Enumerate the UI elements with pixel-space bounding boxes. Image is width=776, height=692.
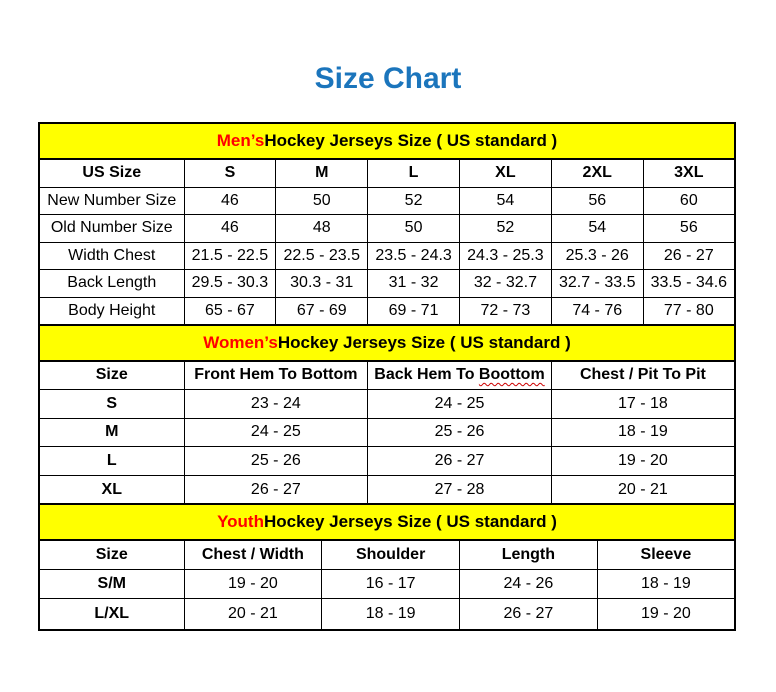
value-cell: 30.3 - 31 bbox=[276, 270, 368, 298]
mens-section-header-accent: Men’s bbox=[216, 131, 265, 150]
value-cell: 26 - 27 bbox=[460, 598, 598, 630]
value-cell: 56 bbox=[643, 215, 735, 243]
value-cell: 52 bbox=[368, 187, 460, 215]
value-cell: 50 bbox=[276, 187, 368, 215]
column-header: US Size bbox=[39, 159, 184, 187]
table-row bbox=[39, 418, 735, 447]
column-header: Size bbox=[39, 540, 184, 569]
value-cell: 74 - 76 bbox=[551, 297, 643, 325]
column-header: M bbox=[276, 159, 368, 187]
value-cell: 33.5 - 34.6 bbox=[643, 270, 735, 298]
value-cell: 24 - 25 bbox=[368, 389, 552, 418]
youth-section bbox=[38, 503, 736, 631]
value-cell: 26 - 27 bbox=[368, 447, 552, 476]
value-cell: 26 - 27 bbox=[184, 476, 368, 505]
womens-section-header bbox=[38, 324, 736, 362]
value-cell: 22.5 - 23.5 bbox=[276, 242, 368, 270]
value-cell: 25.3 - 26 bbox=[551, 242, 643, 270]
value-cell: 20 - 21 bbox=[184, 598, 322, 630]
size-label: M bbox=[39, 418, 184, 447]
youth-section-header bbox=[38, 503, 736, 541]
value-cell: 25 - 26 bbox=[184, 447, 368, 476]
size-label: S bbox=[39, 389, 184, 418]
column-header: L bbox=[368, 159, 460, 187]
value-cell: 60 bbox=[643, 187, 735, 215]
size-label: XL bbox=[39, 476, 184, 505]
value-cell: 27 - 28 bbox=[368, 476, 552, 505]
row-label: Back Length bbox=[39, 270, 184, 298]
value-cell: 26 - 27 bbox=[643, 242, 735, 270]
size-chart-tables bbox=[38, 122, 736, 631]
column-header: 2XL bbox=[551, 159, 643, 187]
value-cell: 69 - 71 bbox=[368, 297, 460, 325]
row-label: Old Number Size bbox=[39, 215, 184, 243]
youth-section-header-accent: Youth bbox=[217, 512, 264, 532]
row-label: Body Height bbox=[39, 297, 184, 325]
value-cell: 23 - 24 bbox=[184, 389, 368, 418]
size-label: S/M bbox=[39, 569, 184, 598]
womens-size-table bbox=[38, 360, 736, 506]
value-cell: 24 - 25 bbox=[184, 418, 368, 447]
size-label: L/XL bbox=[39, 598, 184, 630]
column-header: Length bbox=[460, 540, 598, 569]
value-cell: 29.5 - 30.3 bbox=[184, 270, 276, 298]
table-header-row bbox=[39, 159, 735, 187]
page-title: Size Chart bbox=[314, 62, 462, 95]
value-cell: 52 bbox=[459, 215, 551, 243]
womens-section bbox=[38, 324, 736, 506]
value-cell: 21.5 - 22.5 bbox=[184, 242, 276, 270]
value-cell: 54 bbox=[459, 187, 551, 215]
value-cell: 48 bbox=[276, 215, 368, 243]
row-label: New Number Size bbox=[39, 187, 184, 215]
value-cell: 19 - 20 bbox=[597, 598, 735, 630]
column-header: S bbox=[184, 159, 276, 187]
column-header: Sleeve bbox=[597, 540, 735, 569]
value-cell: 18 - 19 bbox=[597, 569, 735, 598]
value-cell: 24 - 26 bbox=[460, 569, 598, 598]
value-cell: 24.3 - 25.3 bbox=[459, 242, 551, 270]
womens-section-header-accent: Women’s bbox=[203, 332, 278, 352]
misspelled-word: Boottom bbox=[478, 366, 545, 384]
column-header: Front Hem To Bottom bbox=[184, 361, 368, 390]
mens-size-table bbox=[38, 158, 736, 326]
value-cell: 65 - 67 bbox=[184, 297, 276, 325]
womens-section-header-text: Hockey Jerseys Size ( US standard ) bbox=[277, 332, 571, 352]
value-cell: 20 - 21 bbox=[551, 476, 735, 505]
table-row bbox=[39, 389, 735, 418]
column-header: Shoulder bbox=[322, 540, 460, 569]
column-header bbox=[368, 361, 552, 390]
table-row bbox=[39, 569, 735, 598]
row-label: Width Chest bbox=[39, 242, 184, 270]
table-row bbox=[39, 476, 735, 505]
mens-section bbox=[38, 122, 736, 326]
table-header-row bbox=[39, 540, 735, 569]
table-row bbox=[39, 242, 735, 270]
table-row bbox=[39, 297, 735, 325]
column-header: XL bbox=[459, 159, 551, 187]
youth-size-table bbox=[38, 539, 736, 631]
column-header: Size bbox=[39, 361, 184, 390]
table-row bbox=[39, 447, 735, 476]
youth-section-header-text: Hockey Jerseys Size ( US standard ) bbox=[263, 512, 557, 532]
column-header-text: Back Hem To bbox=[374, 366, 479, 384]
table-row bbox=[39, 598, 735, 630]
column-header: 3XL bbox=[643, 159, 735, 187]
column-header: Chest / Width bbox=[184, 540, 322, 569]
value-cell: 32.7 - 33.5 bbox=[551, 270, 643, 298]
table-row bbox=[39, 270, 735, 298]
value-cell: 46 bbox=[184, 187, 276, 215]
table-row bbox=[39, 215, 735, 243]
mens-section-header-text: Hockey Jerseys Size ( US standard ) bbox=[264, 131, 558, 150]
table-row bbox=[39, 187, 735, 215]
column-header: Chest / Pit To Pit bbox=[551, 361, 735, 390]
mens-section-header bbox=[38, 122, 736, 160]
value-cell: 23.5 - 24.3 bbox=[368, 242, 460, 270]
value-cell: 25 - 26 bbox=[368, 418, 552, 447]
value-cell: 19 - 20 bbox=[184, 569, 322, 598]
size-label: L bbox=[39, 447, 184, 476]
value-cell: 77 - 80 bbox=[643, 297, 735, 325]
value-cell: 50 bbox=[368, 215, 460, 243]
value-cell: 17 - 18 bbox=[551, 389, 735, 418]
table-header-row bbox=[39, 361, 735, 390]
value-cell: 19 - 20 bbox=[551, 447, 735, 476]
value-cell: 18 - 19 bbox=[551, 418, 735, 447]
value-cell: 54 bbox=[551, 215, 643, 243]
value-cell: 31 - 32 bbox=[368, 270, 460, 298]
value-cell: 32 - 32.7 bbox=[459, 270, 551, 298]
value-cell: 67 - 69 bbox=[276, 297, 368, 325]
value-cell: 16 - 17 bbox=[322, 569, 460, 598]
value-cell: 56 bbox=[551, 187, 643, 215]
value-cell: 72 - 73 bbox=[459, 297, 551, 325]
value-cell: 46 bbox=[184, 215, 276, 243]
value-cell: 18 - 19 bbox=[322, 598, 460, 630]
